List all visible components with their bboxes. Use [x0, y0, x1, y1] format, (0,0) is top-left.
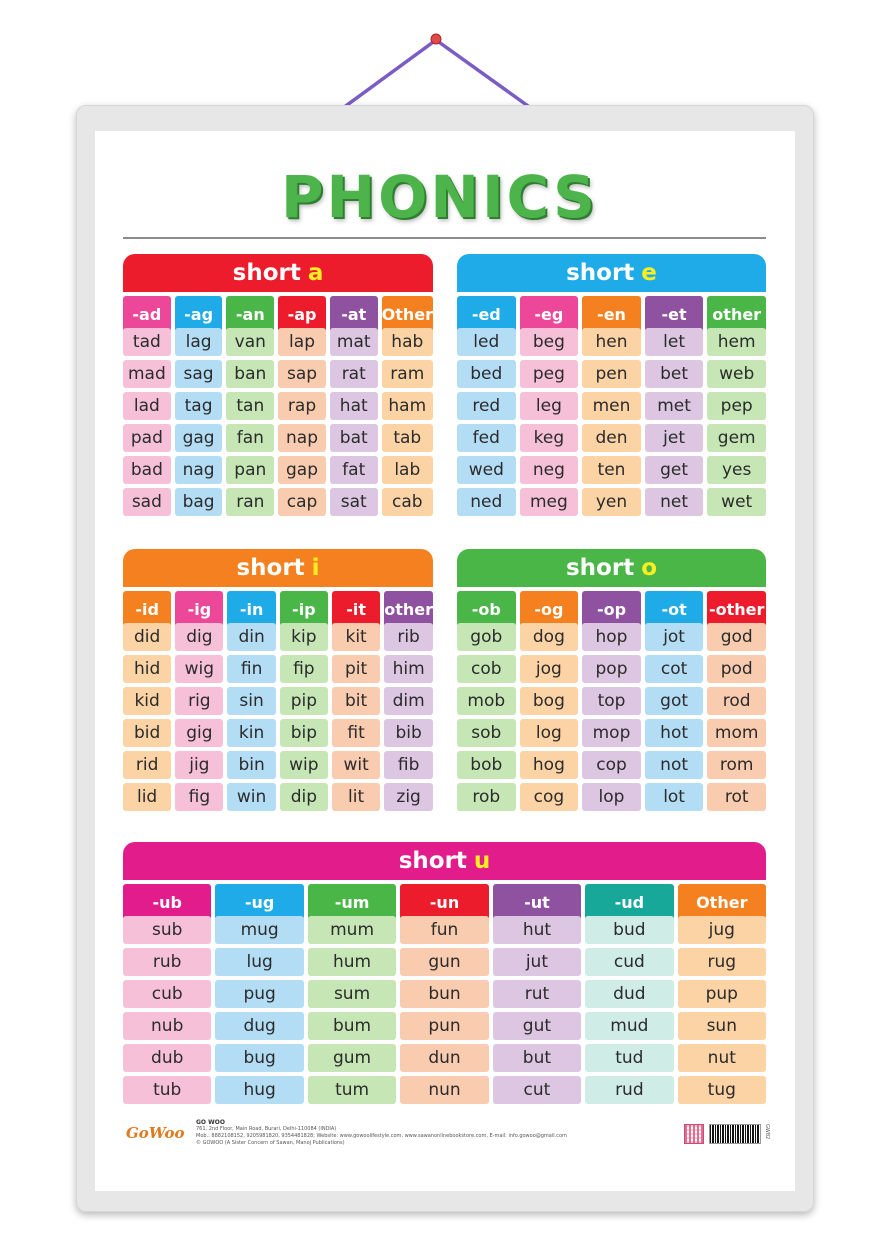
heading-label: short	[398, 848, 467, 874]
column-header: -ig	[175, 591, 223, 627]
word-cell: din	[227, 623, 275, 651]
word-cell: top	[582, 687, 641, 715]
word-cell: bat	[330, 424, 378, 452]
panel-short-a	[123, 254, 433, 516]
word-cell: jet	[645, 424, 704, 452]
word-cell: ham	[382, 392, 433, 420]
word-cell: gag	[175, 424, 223, 452]
word-cell: nut	[678, 1044, 766, 1072]
word-cell: mat	[330, 328, 378, 356]
word-cell: cud	[585, 948, 673, 976]
word-cell: gun	[400, 948, 488, 976]
word-cell: rib	[384, 623, 433, 651]
word-cell: hop	[582, 623, 641, 651]
panel-short-o	[457, 549, 766, 811]
word-cell: sad	[123, 488, 171, 516]
word-grid	[457, 591, 766, 811]
word-cell: dug	[215, 1012, 303, 1040]
word-cell: pun	[400, 1012, 488, 1040]
heading-vowel: u	[473, 848, 491, 874]
heading-vowel: o	[641, 555, 657, 581]
word-cell: bud	[585, 916, 673, 944]
word-cell: dim	[384, 687, 433, 715]
word-cell: gig	[175, 719, 223, 747]
word-cell: nub	[123, 1012, 211, 1040]
heading-label: short	[236, 555, 305, 581]
publisher-contact: Mob.: 8882108152, 9205981820, 9354481828; Website: www.gowoolifestyle.com, www.sawanonlinebookstore.com, E-mail: info.gowoo@gmail.com	[196, 1133, 567, 1139]
word-cell: hat	[330, 392, 378, 420]
word-cell: dog	[520, 623, 579, 651]
word-cell: win	[227, 783, 275, 811]
word-cell: yen	[582, 488, 641, 516]
word-cell: fin	[227, 655, 275, 683]
word-cell: ram	[382, 360, 433, 388]
word-cell: cab	[382, 488, 433, 516]
word-grid	[123, 296, 433, 516]
word-cell: gob	[457, 623, 516, 651]
word-cell: jot	[645, 623, 704, 651]
column-header: -eg	[520, 296, 579, 332]
word-cell: sat	[330, 488, 378, 516]
column-header: -ag	[175, 296, 223, 332]
word-cell: tag	[175, 392, 223, 420]
publisher-name: GO WOO	[196, 1119, 225, 1126]
word-cell: neg	[520, 456, 579, 484]
word-cell: zig	[384, 783, 433, 811]
word-cell: wet	[707, 488, 766, 516]
word-cell: beg	[520, 328, 579, 356]
product-code: GW82	[764, 1124, 770, 1140]
word-cell: pit	[332, 655, 380, 683]
word-cell: rob	[457, 783, 516, 811]
word-cell: mud	[585, 1012, 673, 1040]
word-cell: bid	[123, 719, 171, 747]
column-header: -ud	[585, 884, 673, 920]
word-cell: tan	[226, 392, 274, 420]
column-header: -an	[226, 296, 274, 332]
word-cell: rud	[585, 1076, 673, 1104]
column-header: -ad	[123, 296, 171, 332]
word-cell: lit	[332, 783, 380, 811]
word-cell: pip	[280, 687, 328, 715]
word-cell: gap	[278, 456, 326, 484]
word-cell: bum	[308, 1012, 396, 1040]
word-cell: hot	[645, 719, 704, 747]
column-header: -um	[308, 884, 396, 920]
word-cell: sum	[308, 980, 396, 1008]
column-header: -un	[400, 884, 488, 920]
word-cell: kin	[227, 719, 275, 747]
word-cell: got	[645, 687, 704, 715]
column-header: Other	[382, 296, 433, 332]
publisher-copyright: © GOWOO (A Sister Concern of Sawan, Manoj Publications)	[196, 1140, 345, 1146]
column-header: other	[384, 591, 433, 627]
word-cell: sin	[227, 687, 275, 715]
word-cell: let	[645, 328, 704, 356]
column-header: Other	[678, 884, 766, 920]
word-cell: pop	[582, 655, 641, 683]
word-cell: tud	[585, 1044, 673, 1072]
word-cell: rot	[707, 783, 766, 811]
column-header: -at	[330, 296, 378, 332]
word-cell: lop	[582, 783, 641, 811]
word-cell: mom	[707, 719, 766, 747]
column-header: -og	[520, 591, 579, 627]
word-cell: cot	[645, 655, 704, 683]
word-grid	[457, 296, 766, 516]
word-cell: fip	[280, 655, 328, 683]
word-cell: fed	[457, 424, 516, 452]
word-cell: bog	[520, 687, 579, 715]
word-cell: dud	[585, 980, 673, 1008]
word-cell: tub	[123, 1076, 211, 1104]
word-cell: lad	[123, 392, 171, 420]
word-cell: ban	[226, 360, 274, 388]
word-cell: bet	[645, 360, 704, 388]
word-cell: cub	[123, 980, 211, 1008]
word-cell: rat	[330, 360, 378, 388]
word-cell: lag	[175, 328, 223, 356]
word-cell: bed	[457, 360, 516, 388]
qr-code-icon	[684, 1124, 704, 1144]
word-cell: pen	[582, 360, 641, 388]
word-cell: hut	[493, 916, 581, 944]
word-cell: dun	[400, 1044, 488, 1072]
column-header: other	[707, 296, 766, 332]
word-cell: rod	[707, 687, 766, 715]
column-header: -ut	[493, 884, 581, 920]
word-cell: sob	[457, 719, 516, 747]
word-cell: bug	[215, 1044, 303, 1072]
word-cell: leg	[520, 392, 579, 420]
word-cell: ned	[457, 488, 516, 516]
word-cell: nag	[175, 456, 223, 484]
word-cell: dub	[123, 1044, 211, 1072]
word-cell: net	[645, 488, 704, 516]
word-cell: bip	[280, 719, 328, 747]
word-cell: wip	[280, 751, 328, 779]
word-cell: lap	[278, 328, 326, 356]
heading-vowel: i	[311, 555, 320, 581]
word-cell: wed	[457, 456, 516, 484]
word-cell: rut	[493, 980, 581, 1008]
word-cell: meg	[520, 488, 579, 516]
word-cell: rap	[278, 392, 326, 420]
brand-logo: GoWoo	[126, 1124, 185, 1142]
word-cell: sap	[278, 360, 326, 388]
word-cell: fig	[175, 783, 223, 811]
word-cell: ran	[226, 488, 274, 516]
word-cell: gum	[308, 1044, 396, 1072]
panel-heading	[123, 254, 433, 292]
word-cell: log	[520, 719, 579, 747]
word-cell: rig	[175, 687, 223, 715]
word-cell: bob	[457, 751, 516, 779]
word-cell: him	[384, 655, 433, 683]
word-cell: tab	[382, 424, 433, 452]
panel-heading	[123, 549, 433, 587]
word-cell: cop	[582, 751, 641, 779]
column-header: -id	[123, 591, 171, 627]
word-cell: web	[707, 360, 766, 388]
word-cell: mum	[308, 916, 396, 944]
word-cell: wit	[332, 751, 380, 779]
heading-label: short	[565, 555, 635, 581]
word-cell: pep	[707, 392, 766, 420]
word-cell: get	[645, 456, 704, 484]
word-cell: kip	[280, 623, 328, 651]
word-cell: hug	[215, 1076, 303, 1104]
word-grid	[123, 591, 433, 811]
word-cell: men	[582, 392, 641, 420]
poster-title: PHONICS	[281, 163, 598, 231]
word-cell: tug	[678, 1076, 766, 1104]
word-cell: kit	[332, 623, 380, 651]
word-grid	[123, 884, 766, 1104]
word-cell: sub	[123, 916, 211, 944]
column-header: -ub	[123, 884, 211, 920]
column-header: -ap	[278, 296, 326, 332]
word-cell: den	[582, 424, 641, 452]
word-cell: mob	[457, 687, 516, 715]
panel-heading	[123, 842, 766, 880]
word-cell: pad	[123, 424, 171, 452]
word-cell: pod	[707, 655, 766, 683]
word-cell: nun	[400, 1076, 488, 1104]
word-cell: van	[226, 328, 274, 356]
word-cell: cob	[457, 655, 516, 683]
word-cell: dip	[280, 783, 328, 811]
title-divider	[123, 237, 766, 239]
publisher-info	[196, 1119, 616, 1147]
word-cell: lab	[382, 456, 433, 484]
word-cell: hog	[520, 751, 579, 779]
word-cell: keg	[520, 424, 579, 452]
word-cell: bit	[332, 687, 380, 715]
panel-heading	[457, 549, 766, 587]
panel-heading	[457, 254, 766, 292]
word-cell: lid	[123, 783, 171, 811]
word-cell: jog	[520, 655, 579, 683]
column-header: -in	[227, 591, 275, 627]
word-cell: jut	[493, 948, 581, 976]
word-cell: mop	[582, 719, 641, 747]
word-cell: lug	[215, 948, 303, 976]
word-cell: did	[123, 623, 171, 651]
column-header: -ug	[215, 884, 303, 920]
word-cell: tad	[123, 328, 171, 356]
word-cell: hem	[707, 328, 766, 356]
word-cell: ten	[582, 456, 641, 484]
panel-short-u	[123, 842, 766, 1104]
publisher-address: 761, 2nd Floor, Main Road, Burari, Delhi-110084 (INDIA)	[196, 1126, 337, 1132]
word-cell: kid	[123, 687, 171, 715]
word-cell: jig	[175, 751, 223, 779]
word-cell: cut	[493, 1076, 581, 1104]
word-cell: not	[645, 751, 704, 779]
word-cell: dig	[175, 623, 223, 651]
panel-short-i	[123, 549, 433, 811]
word-cell: pan	[226, 456, 274, 484]
word-cell: rug	[678, 948, 766, 976]
word-cell: bad	[123, 456, 171, 484]
word-cell: jug	[678, 916, 766, 944]
barcode-icon	[709, 1124, 761, 1144]
word-cell: wig	[175, 655, 223, 683]
word-cell: led	[457, 328, 516, 356]
word-cell: bun	[400, 980, 488, 1008]
word-cell: nap	[278, 424, 326, 452]
word-cell: fit	[332, 719, 380, 747]
word-cell: red	[457, 392, 516, 420]
heading-vowel: e	[641, 260, 657, 286]
word-cell: gem	[707, 424, 766, 452]
word-cell: sun	[678, 1012, 766, 1040]
word-cell: yes	[707, 456, 766, 484]
word-cell: tum	[308, 1076, 396, 1104]
heading-vowel: a	[307, 260, 324, 286]
word-cell: fan	[226, 424, 274, 452]
word-cell: mad	[123, 360, 171, 388]
word-cell: fib	[384, 751, 433, 779]
column-header: -ed	[457, 296, 516, 332]
word-cell: bag	[175, 488, 223, 516]
word-cell: mug	[215, 916, 303, 944]
word-cell: pug	[215, 980, 303, 1008]
word-cell: cog	[520, 783, 579, 811]
column-header: -op	[582, 591, 641, 627]
word-cell: hid	[123, 655, 171, 683]
word-cell: hen	[582, 328, 641, 356]
column-header: -en	[582, 296, 641, 332]
column-header: -other	[707, 591, 766, 627]
word-cell: gut	[493, 1012, 581, 1040]
word-cell: rom	[707, 751, 766, 779]
panel-short-e	[457, 254, 766, 516]
word-cell: pup	[678, 980, 766, 1008]
column-header: -it	[332, 591, 380, 627]
word-cell: sag	[175, 360, 223, 388]
word-cell: hab	[382, 328, 433, 356]
column-header: -ob	[457, 591, 516, 627]
word-cell: lot	[645, 783, 704, 811]
word-cell: rub	[123, 948, 211, 976]
word-cell: bin	[227, 751, 275, 779]
column-header: -ot	[645, 591, 704, 627]
heading-label: short	[566, 260, 635, 286]
word-cell: but	[493, 1044, 581, 1072]
word-cell: met	[645, 392, 704, 420]
column-header: -et	[645, 296, 704, 332]
word-cell: hum	[308, 948, 396, 976]
heading-label: short	[232, 260, 301, 286]
word-cell: cap	[278, 488, 326, 516]
column-header: -ip	[280, 591, 328, 627]
word-cell: fun	[400, 916, 488, 944]
word-cell: rid	[123, 751, 171, 779]
word-cell: fat	[330, 456, 378, 484]
word-cell: peg	[520, 360, 579, 388]
word-cell: bib	[384, 719, 433, 747]
word-cell: god	[707, 623, 766, 651]
